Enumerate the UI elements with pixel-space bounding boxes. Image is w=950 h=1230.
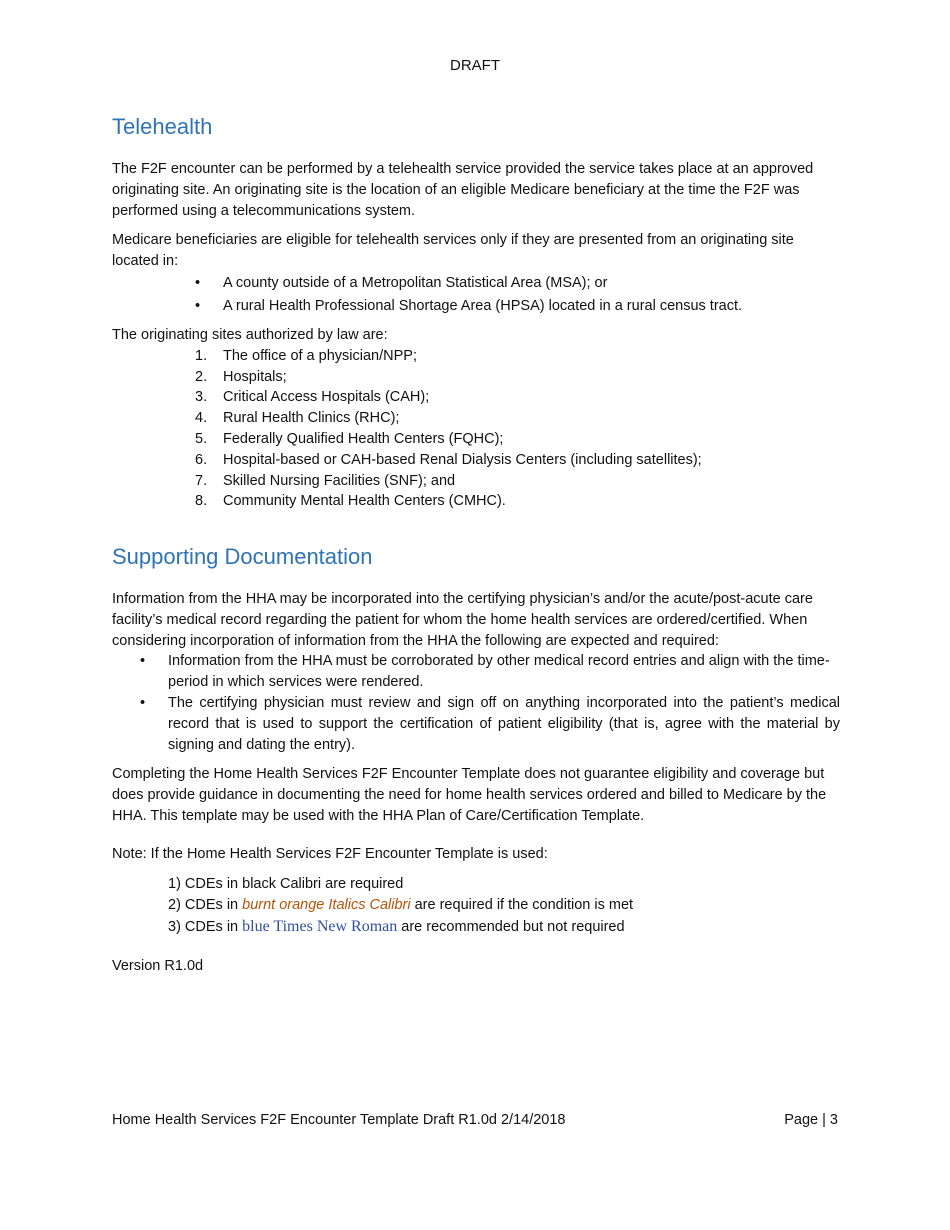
bullet-icon: • xyxy=(195,297,201,314)
list-item: 2. Hospitals; xyxy=(195,368,287,385)
cde-legend xyxy=(112,874,840,938)
list-item: 6. Hospital-based or CAH-based Renal Dialysis Centers (including satellites); xyxy=(195,451,702,468)
cde-item-conditional: 2) CDEs in burnt orange Italics Calibri are required if the condition is met xyxy=(168,896,634,913)
telehealth-paragraph-2: Medicare beneficiaries are eligible for telehealth services only if they are presented from an originating site located in: xyxy=(112,232,794,270)
list-item: 7. Skilled Nursing Facilities (SNF); and xyxy=(195,472,456,489)
list-item: 3. Critical Access Hospitals (CAH); xyxy=(195,389,430,406)
list-item: • A rural Health Professional Shortage Area (HPSA) located in a rural census tract. xyxy=(223,295,840,318)
telehealth-bullet-list xyxy=(112,272,840,318)
page-number: Page | 3 xyxy=(784,1112,838,1128)
list-item: • Information from the HHA must be corroborated by other medical record entries and align with the time-period in which services were rendered. xyxy=(140,653,830,691)
supporting-documentation-heading: Supporting Documentation xyxy=(112,544,373,569)
list-item: 4. Rural Health Clinics (RHC); xyxy=(195,410,400,427)
telehealth-heading: Telehealth xyxy=(112,114,213,139)
bullet-icon: • xyxy=(140,653,146,670)
footer-title: Home Health Services F2F Encounter Template Draft R1.0d 2/14/2018 xyxy=(112,1112,566,1128)
telehealth-paragraph-1: The F2F encounter can be performed by a telehealth service provided the service takes place at an approved originating site. An originating site is the location of an eligible Medicare beneficiary at the time the F2F was performed using a telecommunications system. xyxy=(112,161,814,219)
list-item: 1. The office of a physician/NPP; xyxy=(195,347,417,364)
bullet-icon: • xyxy=(140,694,146,711)
template-note: Note: If the Home Health Services F2F Encounter Template is used: xyxy=(112,845,548,862)
supporting-paragraph-2: Completing the Home Health Services F2F Encounter Template does not guarantee eligibility and coverage but does provide guidance in documenting the need for home health services ordered and billed to Medicare by the HHA. This template may be used with the HHA Plan of Care/Certification Template. xyxy=(112,766,827,824)
originating-sites-list xyxy=(112,346,840,512)
version-label: Version R1.0d xyxy=(112,957,204,974)
supporting-bullet-list xyxy=(112,651,840,755)
telehealth-paragraph-3: The originating sites authorized by law are: xyxy=(112,326,388,343)
list-item: • A county outside of a Metropolitan Statistical Area (MSA); or xyxy=(223,272,840,295)
supporting-paragraph-1: Information from the HHA may be incorporated into the certifying physician’s and/or the acute/post-acute care facility’s medical record regarding the patient for whom the home health services are ordered/certified. When considering incorporation of information from the HHA the following are expected and required: xyxy=(112,591,813,649)
list-item: • The certifying physician must review and sign off on anything incorporated into the patient’s medical record that is used to support the certification of patient eligibility (that is, agree with the material by signing and dating the entry). xyxy=(140,694,840,753)
bullet-icon: • xyxy=(195,274,201,291)
cde-item-recommended: 3) CDEs in blue Times New Roman are recommended but not required xyxy=(168,917,625,935)
list-item: 8. Community Mental Health Centers (CMHC). xyxy=(195,493,506,510)
supporting-documentation-section xyxy=(112,543,840,976)
list-item: 5. Federally Qualified Health Centers (FQHC); xyxy=(195,430,504,447)
telehealth-section xyxy=(112,113,840,512)
cde-item-required: 1) CDEs in black Calibri are required xyxy=(168,875,404,892)
draft-header: DRAFT xyxy=(450,57,500,74)
